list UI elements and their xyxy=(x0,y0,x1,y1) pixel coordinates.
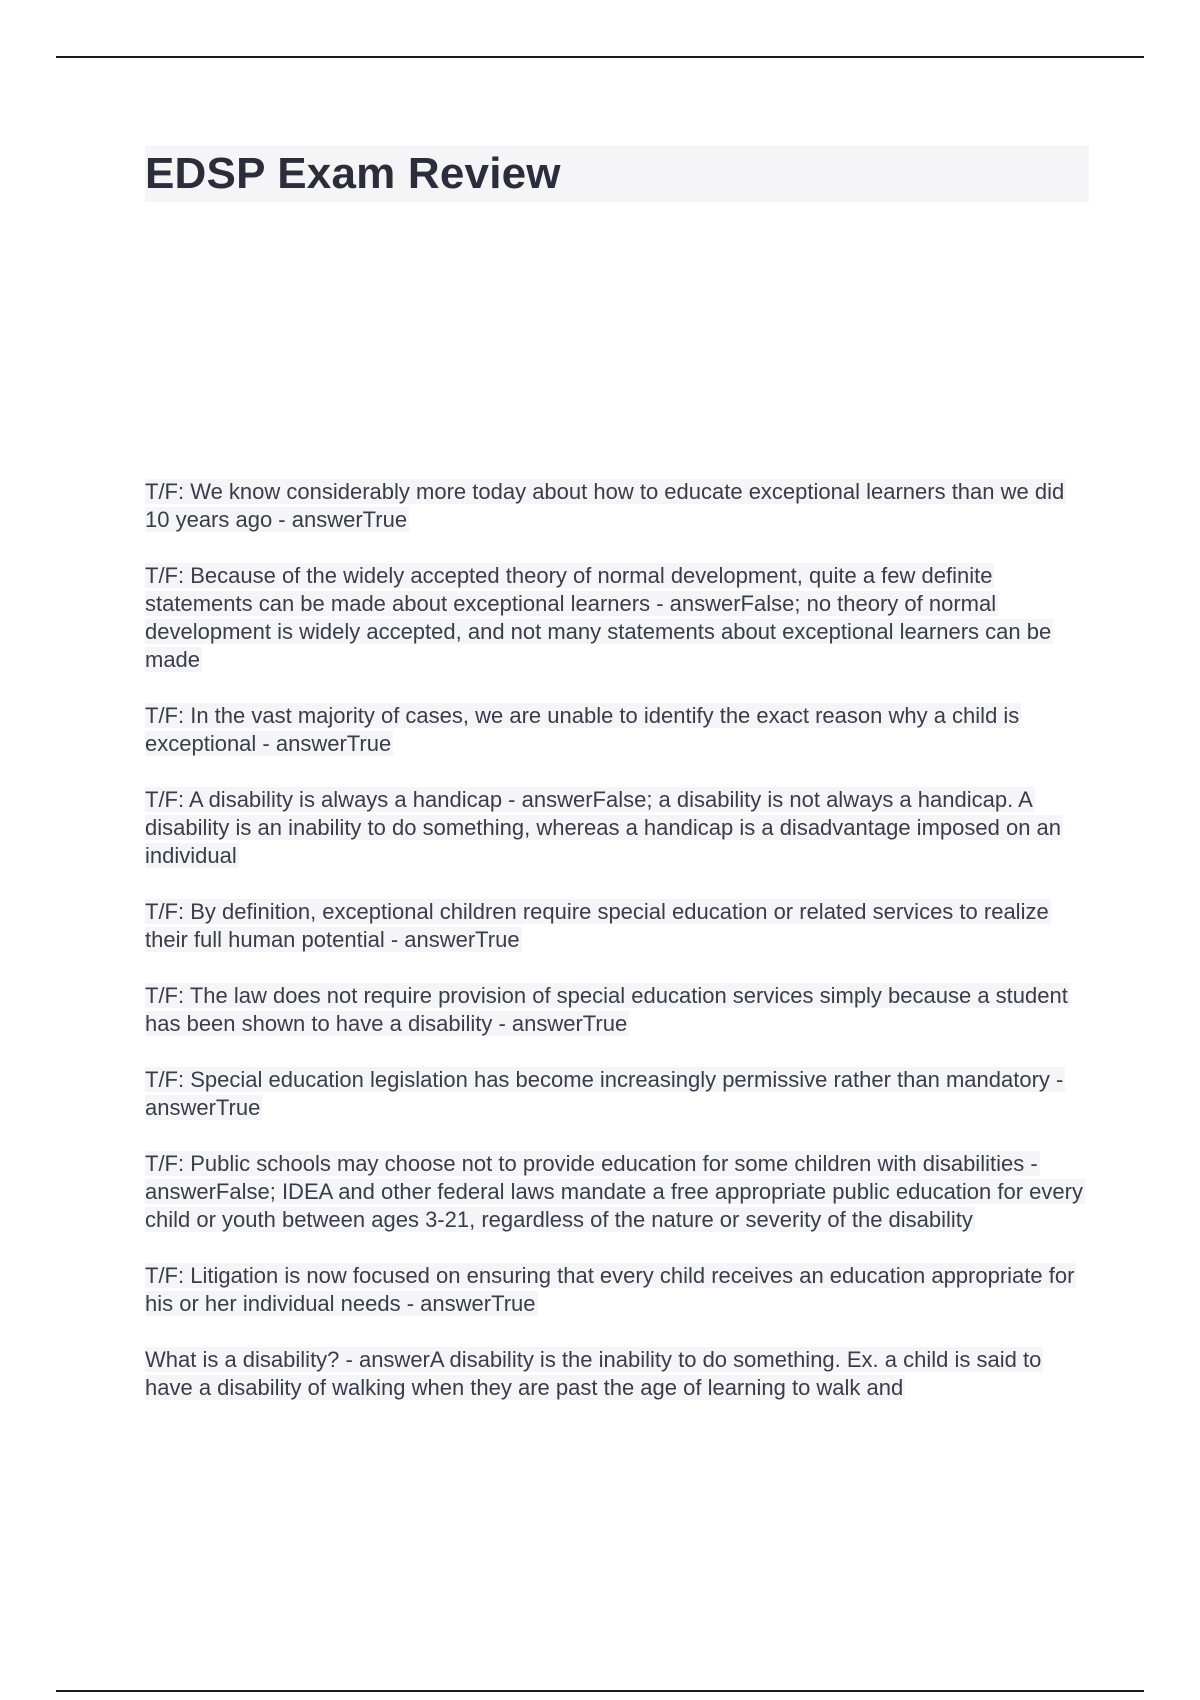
question-item xyxy=(145,1262,1089,1318)
question-item xyxy=(145,478,1089,534)
question-text: T/F: Because of the widely accepted theory of normal development, quite a few definite statements can be made about exceptional learners - answerFalse; no theory of normal development is widely accepted, and not many statements about exceptional learners can be made xyxy=(145,563,1052,672)
question-item xyxy=(145,702,1089,758)
question-item xyxy=(145,1150,1089,1234)
question-text: T/F: Litigation is now focused on ensuring that every child receives an education appropriate for his or her individual needs - answerTrue xyxy=(145,1263,1075,1316)
question-item xyxy=(145,786,1089,870)
question-text: T/F: By definition, exceptional children require special education or related services to realize their full human potential - answerTrue xyxy=(145,899,1049,952)
question-item xyxy=(145,1346,1089,1402)
question-text: T/F: A disability is always a handicap - answerFalse; a disability is not always a handicap. A disability is an inability to do something, whereas a handicap is a disadvantage imposed on an individual xyxy=(145,787,1062,868)
question-list xyxy=(145,478,1089,1430)
document-title: EDSP Exam Review xyxy=(145,149,561,198)
question-item xyxy=(145,562,1089,674)
question-text: What is a disability? - answerA disability is the inability to do something. Ex. a child is said to have a disability of walking when they are past the age of learning to walk and xyxy=(145,1347,1042,1400)
question-text: T/F: Special education legislation has become increasingly permissive rather than mandatory - answerTrue xyxy=(145,1067,1064,1120)
question-text: T/F: In the vast majority of cases, we are unable to identify the exact reason why a child is exceptional - answerTrue xyxy=(145,703,1020,756)
top-divider xyxy=(56,56,1144,58)
bottom-divider xyxy=(56,1690,1144,1692)
question-item xyxy=(145,898,1089,954)
question-item xyxy=(145,1066,1089,1122)
question-item xyxy=(145,982,1089,1038)
question-text: T/F: Public schools may choose not to provide education for some children with disabilities - answerFalse; IDEA and other federal laws mandate a free appropriate public education for every child or youth between ages 3-21, regardless of the nature or severity of the disability xyxy=(145,1151,1083,1232)
question-text: T/F: We know considerably more today about how to educate exceptional learners than we did 10 years ago - answerTrue xyxy=(145,479,1065,532)
question-text: T/F: The law does not require provision of special education services simply because a student has been shown to have a disability - answerTrue xyxy=(145,983,1068,1036)
